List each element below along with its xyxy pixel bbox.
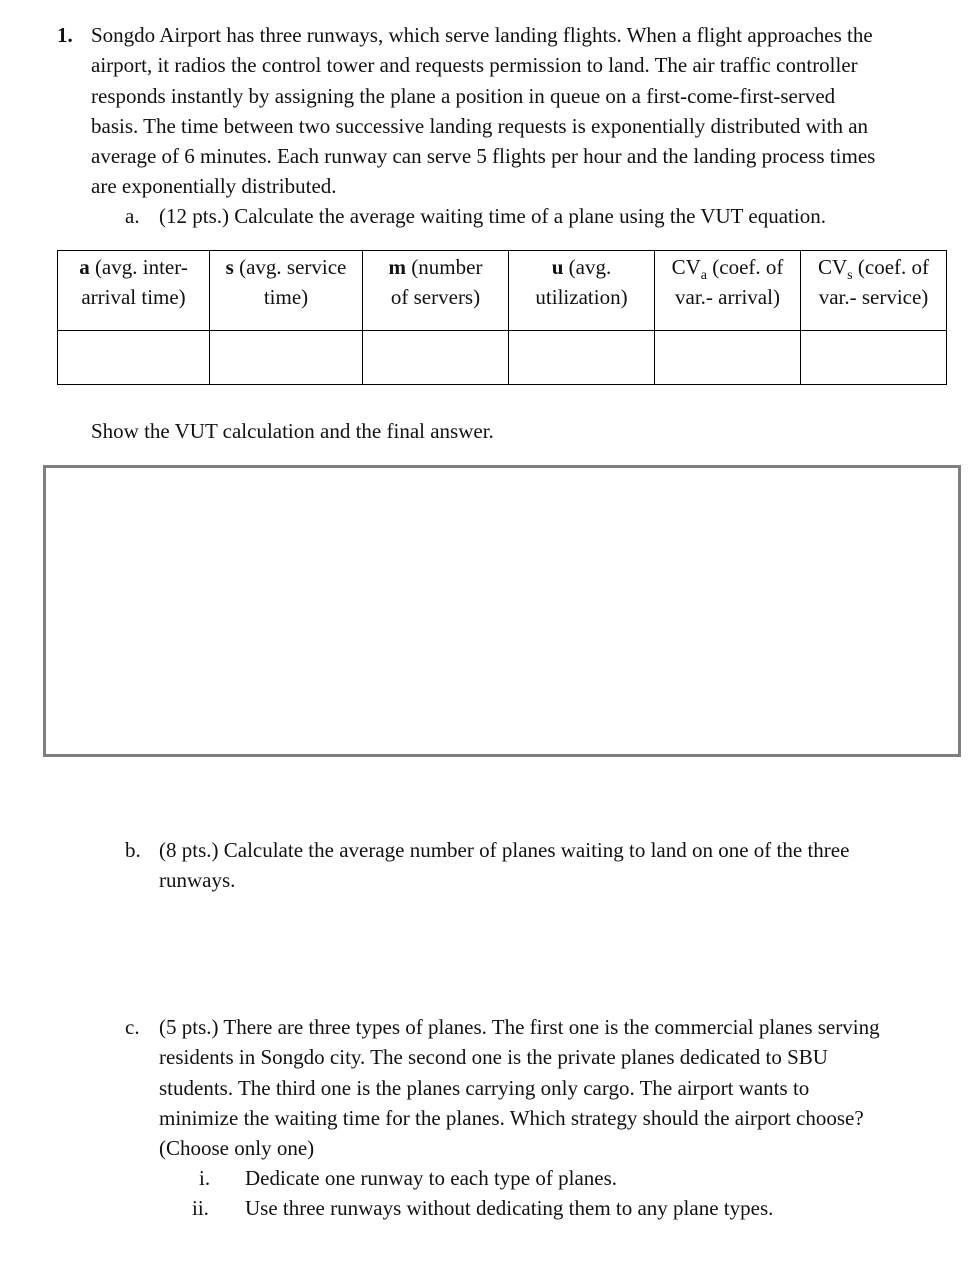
stem-line: are exponentially distributed. bbox=[91, 174, 337, 199]
part-c-text-line: residents in Songdo city. The second one is the private planes dedicated to SBU bbox=[159, 1045, 828, 1069]
part-c-text-line: minimize the waiting time for the planes. Which strategy should the airport choose? bbox=[159, 1106, 864, 1130]
answer-cell-m[interactable] bbox=[363, 331, 509, 385]
stem-line: Songdo Airport has three runways, which serve landing flights. When a flight approaches the bbox=[91, 23, 873, 47]
part-c-text-line: students. The third one is the planes carrying only cargo. The airport wants to bbox=[159, 1076, 810, 1100]
part-a-label: a. bbox=[125, 204, 140, 228]
question-number: 1. bbox=[57, 23, 73, 47]
part-b-label: b. bbox=[125, 838, 141, 862]
vut-parameter-table bbox=[57, 250, 947, 385]
part-c-text-line: (Choose only one) bbox=[159, 1136, 315, 1160]
vut-calculation-prompt: Show the VUT calculation and the final answer. bbox=[91, 419, 494, 443]
stem-line: average of 6 minutes. Each runway can serve 5 flights per hour and the landing process times bbox=[91, 144, 876, 169]
header-service-time: s (avg. service time) bbox=[210, 251, 363, 331]
header-utilization: u (avg. utilization) bbox=[509, 251, 655, 331]
part-c-text-line: (5 pts.) There are three types of planes. The first one is the commercial planes serving bbox=[159, 1015, 880, 1039]
part-a-text: (12 pts.) Calculate the average waiting time of a plane using the VUT equation. bbox=[159, 204, 826, 228]
answer-cell-a[interactable] bbox=[58, 331, 210, 385]
answer-cell-cva[interactable] bbox=[655, 331, 801, 385]
option-i-text: Dedicate one runway to each type of planes. bbox=[245, 1166, 618, 1190]
answer-cell-cvs[interactable] bbox=[801, 331, 947, 385]
stem-line: airport, it radios the control tower and requests permission to land. The air traffic controller bbox=[91, 53, 858, 78]
answer-cell-u[interactable] bbox=[509, 331, 655, 385]
answer-cell-s[interactable] bbox=[210, 331, 363, 385]
stem-line: basis. The time between two successive landing requests is exponentially distributed with an bbox=[91, 113, 869, 138]
header-cv-arrival: $CV_a$ (coef. of var.- arrival) bbox=[655, 251, 801, 331]
stem-line: responds instantly by assigning the plane a position in queue on a first-come-first-served bbox=[91, 83, 836, 108]
option-ii-label: ii. bbox=[192, 1196, 209, 1220]
part-b-text-line: (8 pts.) Calculate the average number of planes waiting to land on one of the three bbox=[159, 838, 850, 862]
question-stem bbox=[91, 20, 953, 202]
header-inter-arrival-time: a (avg. inter- arrival time) bbox=[58, 251, 210, 331]
vut-calculation-answer-box[interactable] bbox=[43, 465, 961, 757]
header-number-of-servers: m (number of servers) bbox=[363, 251, 509, 331]
header-cv-service: $CV_s$ (coef. of var.- service) bbox=[801, 251, 947, 331]
part-c-label: c. bbox=[125, 1015, 140, 1039]
option-ii-text: Use three runways without dedicating them to any plane types. bbox=[245, 1196, 774, 1220]
part-b-text-line: runways. bbox=[159, 868, 236, 892]
table-header-row bbox=[58, 251, 947, 331]
table-answer-row bbox=[58, 331, 947, 385]
option-i-label: i. bbox=[199, 1166, 211, 1190]
